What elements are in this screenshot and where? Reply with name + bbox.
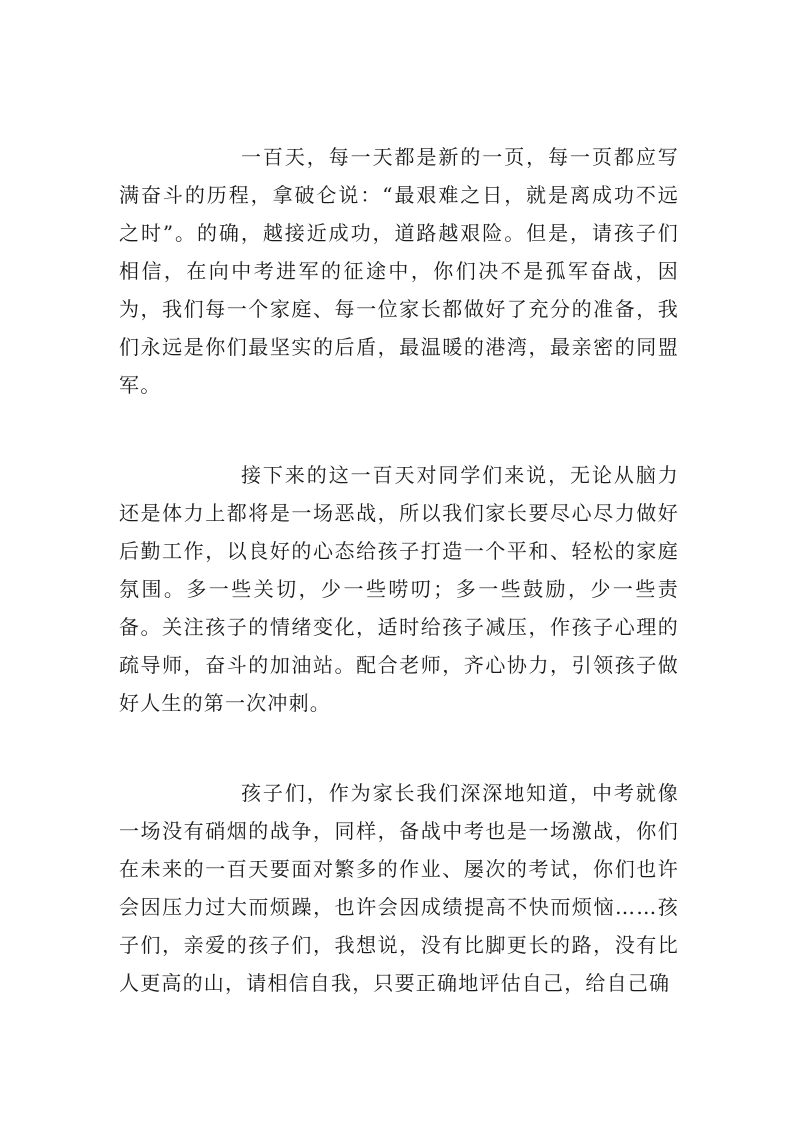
paragraph-2: 接下来的这一百天对同学们来说，无论从脑力还是体力上都将是一场恶战，所以我们家长要尽心尽力做好后勤工作，以良好的心态给孩子打造一个平和、轻松的家庭氛围。多一些关切，少一些唠叨；多一些鼓励，少一些责备。关注孩子的情绪变化，适时给孩子减压，作孩子心理的疏导师，奋斗的加油站。配合老师，齐心协力，引领孩子做好人生的第一次冲刺。	[119, 463, 679, 715]
document-body	[119, 138, 679, 1054]
paragraph-3: 孩子们，作为家长我们深深地知道，中考就像一场没有硝烟的战争，同样，备战中考也是一场激战，你们在未来的一百天要面对繁多的作业、屡次的考试，你们也许会因压力过大而烦躁，也许会因成绩提高不快而烦恼……孩子们，亲爱的孩子们，我想说，没有比脚更长的路，没有比人更高的山，请相信自我，只要正确地评估自己，给自己确	[119, 781, 679, 995]
paragraph-1: 一百天，每一天都是新的一页，每一页都应写满奋斗的历程，拿破仑说：“最艰难之日，就是离成功不远之时”。的确，越接近成功，道路越艰险。但是，请孩子们相信，在向中考进军的征途中，你们决不是孤军奋战，因为，我们每一个家庭、每一位家长都做好了充分的准备，我们永远是你们最坚实的后盾，最温暖的港湾，最亲密的同盟军。	[119, 145, 679, 397]
